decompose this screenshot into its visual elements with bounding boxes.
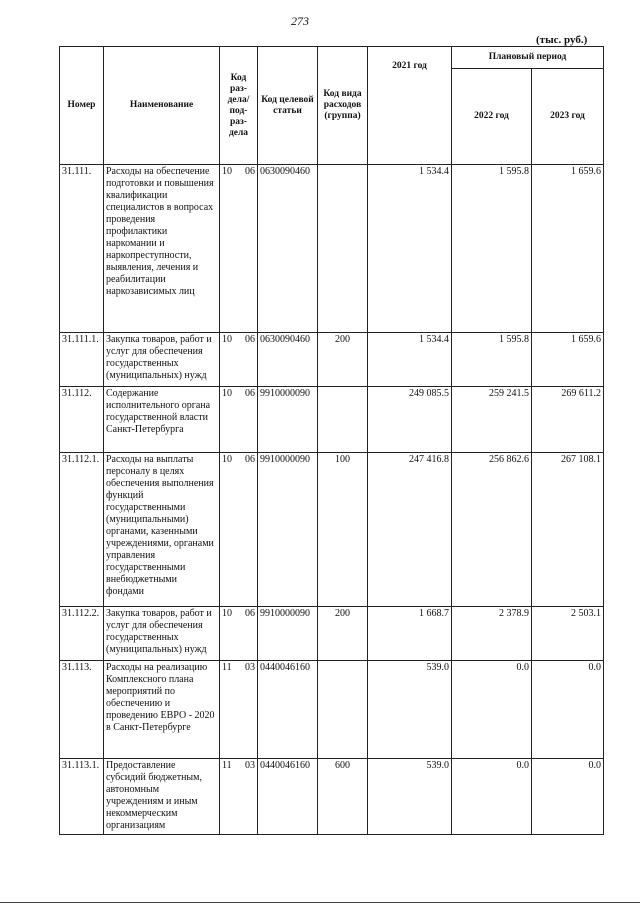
section-code: 11: [222, 662, 232, 673]
subsection-code: 03: [245, 760, 255, 771]
row-2021: 539.0: [368, 759, 452, 835]
header-year-2022: 2022 год: [452, 69, 532, 165]
table-row: [60, 333, 604, 387]
row-number: 31.111.: [60, 165, 104, 333]
row-2022: 0.0: [452, 759, 532, 835]
table-row: [60, 759, 604, 835]
header-year-2023: 2023 год: [532, 69, 604, 165]
units-label: (тыс. руб.): [536, 34, 588, 46]
row-target: 9910000090: [258, 607, 318, 661]
section-code: 10: [222, 608, 232, 619]
row-section: [220, 333, 258, 387]
row-expense-type: 600: [318, 759, 368, 835]
row-name: Предоставление субсидий бюджетным, автономным учреждениям и иным некоммерческим организациям: [104, 759, 220, 835]
row-2022: 1 595.8: [452, 333, 532, 387]
row-2021: 1 534.4: [368, 165, 452, 333]
row-target: 0440046160: [258, 661, 318, 759]
row-2023: 1 659.6: [532, 333, 604, 387]
row-2023: 1 659.6: [532, 165, 604, 333]
row-number: 31.112.: [60, 387, 104, 453]
row-2021: 539.0: [368, 661, 452, 759]
row-2023: 267 108.1: [532, 453, 604, 607]
section-code: 10: [222, 454, 232, 465]
header-number: Номер: [60, 47, 104, 165]
footer-divider: [0, 902, 640, 903]
row-section: [220, 165, 258, 333]
table-row: [60, 607, 604, 661]
row-name: Содержание исполнительного органа государственной власти Санкт-Петербурга: [104, 387, 220, 453]
header-plan-period: Плановый период: [452, 47, 604, 69]
row-name: Расходы на обеспечение подготовки и повышения квалификации специалистов в вопросах проведения профилактики наркомании и наркопреступности, выявления, лечения и реабилитации наркозависимых лиц: [104, 165, 220, 333]
row-expense-type: 200: [318, 333, 368, 387]
table-row: [60, 165, 604, 333]
subsection-code: 06: [245, 166, 255, 177]
row-expense-type: [318, 661, 368, 759]
row-2021: 1 534.4: [368, 333, 452, 387]
row-section: [220, 453, 258, 607]
row-name: Закупка товаров, работ и услуг для обеспечения государственных (муниципальных) нужд: [104, 333, 220, 387]
row-2023: 2 503.1: [532, 607, 604, 661]
row-2022: 0.0: [452, 661, 532, 759]
row-target: 9910000090: [258, 387, 318, 453]
page-number: 273: [291, 14, 309, 28]
row-target: 0440046160: [258, 759, 318, 835]
row-section: [220, 759, 258, 835]
section-code: 10: [222, 334, 232, 345]
row-target: 9910000090: [258, 453, 318, 607]
row-2023: 0.0: [532, 661, 604, 759]
header-target: Код целевой статьи: [258, 47, 318, 165]
row-number: 31.112.1.: [60, 453, 104, 607]
section-code: 10: [222, 388, 232, 399]
header-section: Код раз-дела/ под-раз-дела: [220, 47, 258, 165]
row-number: 31.111.1.: [60, 333, 104, 387]
row-2022: 2 378.9: [452, 607, 532, 661]
header-name: Наименование: [104, 47, 220, 165]
subsection-code: 03: [245, 662, 255, 673]
row-section: [220, 607, 258, 661]
row-2022: 256 862.6: [452, 453, 532, 607]
row-section: [220, 661, 258, 759]
row-expense-type: 100: [318, 453, 368, 607]
row-section: [220, 387, 258, 453]
subsection-code: 06: [245, 608, 255, 619]
subsection-code: 06: [245, 388, 255, 399]
row-number: 31.113.: [60, 661, 104, 759]
subsection-code: 06: [245, 334, 255, 345]
row-2022: 1 595.8: [452, 165, 532, 333]
row-name: Расходы на выплаты персоналу в целях обеспечения выполнения функций государственными (муниципальными) органами, казенными учреждениями, органами управления государственными внебюджетными фондами: [104, 453, 220, 607]
row-target: 0630090460: [258, 333, 318, 387]
row-name: Закупка товаров, работ и услуг для обеспечения государственных (муниципальных) нужд: [104, 607, 220, 661]
row-2021: 1 668.7: [368, 607, 452, 661]
row-2022: 259 241.5: [452, 387, 532, 453]
table-row: [60, 453, 604, 607]
section-code: 11: [222, 760, 232, 771]
row-expense-type: [318, 165, 368, 333]
row-2021: 247 416.8: [368, 453, 452, 607]
table-row: [60, 387, 604, 453]
row-2023: 269 611.2: [532, 387, 604, 453]
row-expense-type: 200: [318, 607, 368, 661]
header-year-2021: 2021 год: [368, 47, 452, 165]
row-2021: 249 085.5: [368, 387, 452, 453]
header-expense-type: Код вида расходов (группа): [318, 47, 368, 165]
row-number: 31.112.2.: [60, 607, 104, 661]
row-name: Расходы на реализацию Комплексного плана мероприятий по обеспечению и проведению ЕВРО - 2020 в Санкт-Петербурге: [104, 661, 220, 759]
subsection-code: 06: [245, 454, 255, 465]
row-2023: 0.0: [532, 759, 604, 835]
budget-table: [59, 46, 604, 835]
row-expense-type: [318, 387, 368, 453]
row-number: 31.113.1.: [60, 759, 104, 835]
section-code: 10: [222, 166, 232, 177]
table-row: [60, 661, 604, 759]
row-target: 0630090460: [258, 165, 318, 333]
